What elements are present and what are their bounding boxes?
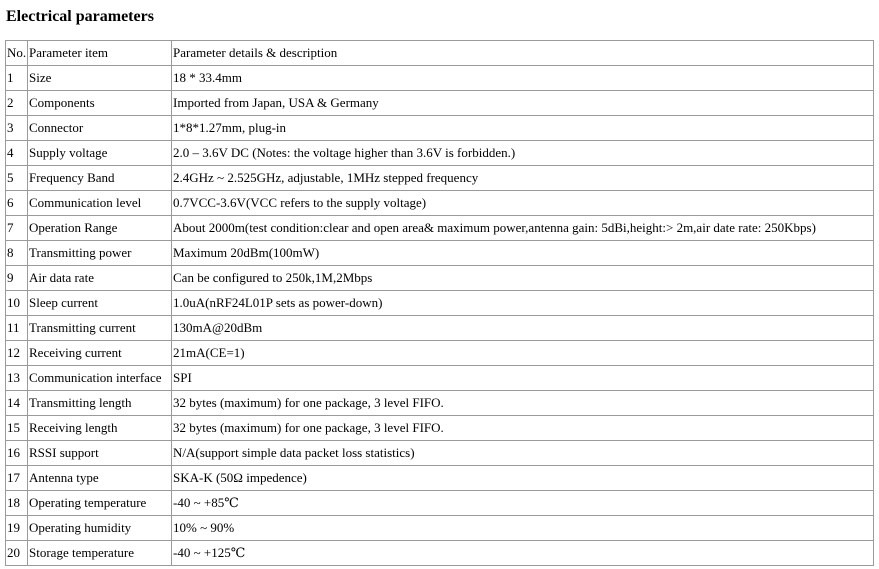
page-title: Electrical parameters: [6, 8, 154, 25]
table-row: [6, 466, 874, 491]
cell-description: 130mA@20dBm: [172, 316, 874, 341]
cell-description: 1*8*1.27mm, plug-in: [172, 116, 874, 141]
cell-description: Imported from Japan, USA & Germany: [172, 91, 874, 116]
cell-no: 7: [6, 216, 28, 241]
cell-no: 8: [6, 241, 28, 266]
table-row: [6, 391, 874, 416]
table-row: [6, 116, 874, 141]
cell-description: -40 ~ +125℃: [172, 541, 874, 566]
table-row: [6, 66, 874, 91]
cell-parameter-item: Frequency Band: [28, 166, 172, 191]
table-row: [6, 141, 874, 166]
cell-no: 14: [6, 391, 28, 416]
cell-no: 17: [6, 466, 28, 491]
cell-no: 2: [6, 91, 28, 116]
cell-description: 2.0 – 3.6V DC (Notes: the voltage higher than 3.6V is forbidden.): [172, 141, 874, 166]
cell-no: 13: [6, 366, 28, 391]
cell-description: SPI: [172, 366, 874, 391]
cell-no: 18: [6, 491, 28, 516]
cell-description: 18 * 33.4mm: [172, 66, 874, 91]
cell-no: 12: [6, 341, 28, 366]
cell-parameter-item: Size: [28, 66, 172, 91]
table-row: [6, 191, 874, 216]
table-row: [6, 416, 874, 441]
table-row: [6, 541, 874, 566]
cell-no: 9: [6, 266, 28, 291]
cell-description: 10% ~ 90%: [172, 516, 874, 541]
cell-no: 20: [6, 541, 28, 566]
cell-description: Can be configured to 250k,1M,2Mbps: [172, 266, 874, 291]
table-row: [6, 491, 874, 516]
cell-parameter-item: Receiving length: [28, 416, 172, 441]
table-row: [6, 291, 874, 316]
cell-description: -40 ~ +85℃: [172, 491, 874, 516]
table-row: [6, 241, 874, 266]
table-row: [6, 441, 874, 466]
header-cell-parameter-item: Parameter item: [28, 41, 172, 66]
cell-parameter-item: Storage temperature: [28, 541, 172, 566]
cell-parameter-item: Communication interface: [28, 366, 172, 391]
cell-description: 32 bytes (maximum) for one package, 3 level FIFO.: [172, 416, 874, 441]
cell-no: 15: [6, 416, 28, 441]
cell-no: 19: [6, 516, 28, 541]
cell-description: 21mA(CE=1): [172, 341, 874, 366]
table-row: [6, 341, 874, 366]
cell-description: N/A(support simple data packet loss statistics): [172, 441, 874, 466]
electrical-parameters-table: [5, 40, 874, 566]
cell-parameter-item: Supply voltage: [28, 141, 172, 166]
cell-parameter-item: Air data rate: [28, 266, 172, 291]
cell-parameter-item: Transmitting power: [28, 241, 172, 266]
table-row: [6, 166, 874, 191]
table-header-row: [6, 41, 874, 66]
cell-parameter-item: Transmitting length: [28, 391, 172, 416]
cell-no: 5: [6, 166, 28, 191]
table-body: [6, 41, 874, 566]
table-row: [6, 366, 874, 391]
cell-no: 16: [6, 441, 28, 466]
cell-parameter-item: Operation Range: [28, 216, 172, 241]
cell-parameter-item: RSSI support: [28, 441, 172, 466]
cell-parameter-item: Antenna type: [28, 466, 172, 491]
cell-parameter-item: Receiving current: [28, 341, 172, 366]
table-row: [6, 91, 874, 116]
cell-description: 0.7VCC-3.6V(VCC refers to the supply voltage): [172, 191, 874, 216]
cell-description: 32 bytes (maximum) for one package, 3 level FIFO.: [172, 391, 874, 416]
header-cell-description: Parameter details & description: [172, 41, 874, 66]
cell-description: SKA-K (50Ω impedence): [172, 466, 874, 491]
cell-description: 1.0uA(nRF24L01P sets as power-down): [172, 291, 874, 316]
cell-parameter-item: Operating temperature: [28, 491, 172, 516]
table-row: [6, 516, 874, 541]
cell-description: About 2000m(test condition:clear and open area& maximum power,antenna gain: 5dBi,height:> 2m,air date rate: 250Kbps): [172, 216, 874, 241]
cell-parameter-item: Communication level: [28, 191, 172, 216]
cell-description: Maximum 20dBm(100mW): [172, 241, 874, 266]
cell-no: 4: [6, 141, 28, 166]
cell-parameter-item: Connector: [28, 116, 172, 141]
table-row: [6, 266, 874, 291]
cell-description: 2.4GHz ~ 2.525GHz, adjustable, 1MHz stepped frequency: [172, 166, 874, 191]
cell-no: 6: [6, 191, 28, 216]
table-row: [6, 316, 874, 341]
cell-parameter-item: Components: [28, 91, 172, 116]
table-row: [6, 216, 874, 241]
cell-no: 1: [6, 66, 28, 91]
header-cell-no: No.: [6, 41, 28, 66]
cell-no: 10: [6, 291, 28, 316]
cell-no: 3: [6, 116, 28, 141]
cell-parameter-item: Sleep current: [28, 291, 172, 316]
cell-parameter-item: Operating humidity: [28, 516, 172, 541]
cell-parameter-item: Transmitting current: [28, 316, 172, 341]
cell-no: 11: [6, 316, 28, 341]
